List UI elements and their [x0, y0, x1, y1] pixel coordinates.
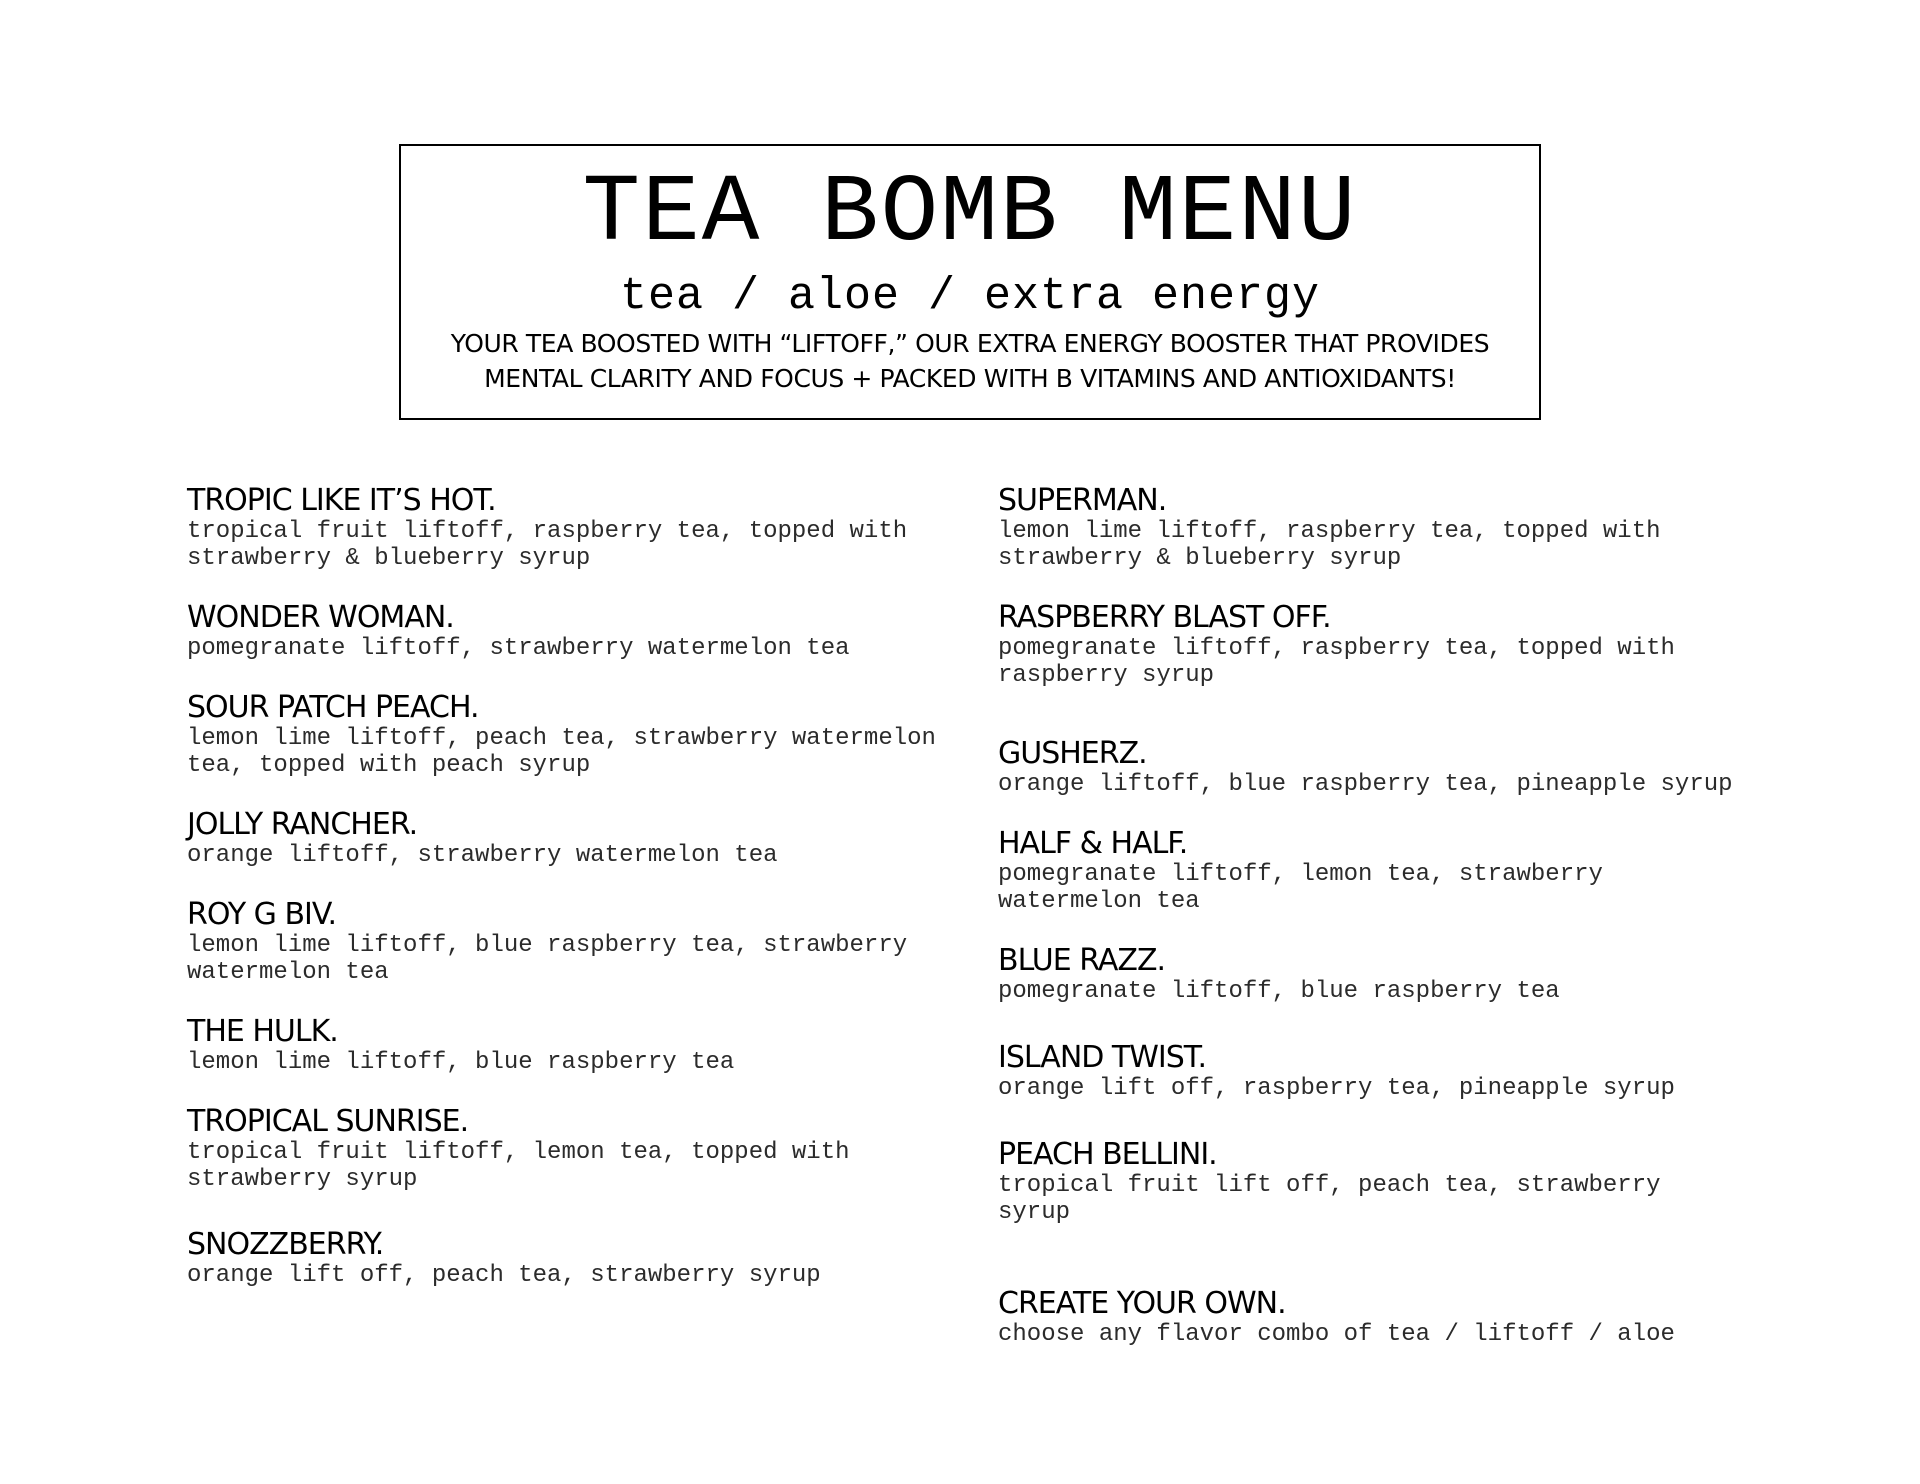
- menu-tagline: [411, 326, 1529, 396]
- item-description-line: lemon lime liftoff, blue raspberry tea: [187, 1049, 735, 1076]
- item-name: GUSHERZ.: [998, 736, 1147, 771]
- item-description-line: pomegranate liftoff, blue raspberry tea: [998, 978, 1560, 1005]
- menu-item-island-twist: [998, 1041, 1675, 1102]
- item-description: [998, 1321, 1675, 1348]
- menu-item-peach-bellini: [998, 1138, 1661, 1226]
- menu-item-jolly-rancher: [187, 808, 778, 869]
- item-description: [187, 1139, 850, 1193]
- item-name: SUPERMAN.: [998, 483, 1167, 518]
- menu-item-gusherz: [998, 737, 1733, 798]
- menu-item-superman: [998, 484, 1661, 572]
- item-description-line: pomegranate liftoff, lemon tea, strawberry: [998, 861, 1603, 888]
- item-name: SNOZZBERRY.: [187, 1227, 384, 1262]
- menu-item-blue-razz: [998, 944, 1560, 1005]
- item-description: [187, 932, 907, 986]
- item-description-line: lemon lime liftoff, blue raspberry tea, strawberry: [187, 932, 908, 959]
- item-name: TROPICAL SUNRISE.: [187, 1104, 469, 1139]
- item-name: JOLLY RANCHER.: [187, 807, 418, 842]
- item-description-line: watermelon tea: [187, 959, 389, 986]
- item-description-line: strawberry syrup: [187, 1166, 418, 1193]
- item-description-line: orange lift off, raspberry tea, pineapple syrup: [998, 1075, 1675, 1102]
- item-description-line: tropical fruit lift off, peach tea, strawberry: [998, 1172, 1661, 1199]
- item-description-line: tea, topped with peach syrup: [187, 752, 591, 779]
- item-name: HALF & HALF.: [998, 826, 1188, 861]
- item-name: RASPBERRY BLAST OFF.: [998, 600, 1331, 635]
- item-description: [998, 1075, 1675, 1102]
- item-description: [998, 635, 1675, 689]
- item-description-line: pomegranate liftoff, strawberry watermelon tea: [187, 635, 850, 662]
- item-description-line: lemon lime liftoff, peach tea, strawberry watermelon: [187, 725, 936, 752]
- item-description-line: pomegranate liftoff, raspberry tea, topped with: [998, 635, 1675, 662]
- menu-item-wonder-woman: [187, 601, 850, 662]
- menu-tagline-line-2: MENTAL CLARITY AND FOCUS + PACKED WITH B VITAMINS AND ANTIOXIDANTS!: [484, 364, 1456, 393]
- item-description: [998, 771, 1733, 798]
- item-description: [998, 518, 1661, 572]
- item-name: BLUE RAZZ.: [998, 943, 1166, 978]
- item-description: [187, 842, 778, 869]
- item-name: WONDER WOMAN.: [187, 600, 454, 635]
- menu-item-tropic-like-its-hot: [187, 484, 907, 572]
- item-name: THE HULK.: [187, 1014, 338, 1049]
- menu-item-sour-patch-peach: [187, 691, 936, 779]
- item-description-line: strawberry & blueberry syrup: [187, 545, 591, 572]
- item-description-line: lemon lime liftoff, raspberry tea, topped with: [998, 518, 1661, 545]
- item-description: [998, 861, 1603, 915]
- menu-item-half-and-half: [998, 827, 1603, 915]
- menu-item-roy-g-biv: [187, 898, 907, 986]
- item-description: [187, 1049, 734, 1076]
- item-description-line: raspberry syrup: [998, 662, 1215, 689]
- item-name: CREATE YOUR OWN.: [998, 1286, 1286, 1321]
- menu-subtitle: tea / aloe / extra energy: [619, 271, 1321, 322]
- menu-item-raspberry-blast-off: [998, 601, 1675, 689]
- item-description-line: watermelon tea: [998, 888, 1200, 915]
- item-name: PEACH BELLINI.: [998, 1137, 1217, 1172]
- menu-item-the-hulk: [187, 1015, 734, 1076]
- menu-header-box: [399, 144, 1541, 420]
- item-description: [998, 978, 1560, 1005]
- item-name: ROY G BIV.: [187, 897, 337, 932]
- item-description: [187, 635, 850, 662]
- item-description: [187, 1262, 821, 1289]
- item-description-line: tropical fruit liftoff, lemon tea, topped with: [187, 1139, 850, 1166]
- item-description-line: orange liftoff, blue raspberry tea, pineapple syrup: [998, 771, 1733, 798]
- item-description-line: orange lift off, peach tea, strawberry syrup: [187, 1262, 821, 1289]
- item-description-line: strawberry & blueberry syrup: [998, 545, 1402, 572]
- item-description-line: choose any flavor combo of tea / liftoff / aloe: [998, 1321, 1675, 1348]
- menu-title: TEA BOMB MENU: [582, 159, 1358, 268]
- item-description: [187, 725, 936, 779]
- item-description-line: syrup: [998, 1199, 1071, 1226]
- menu-item-tropical-sunrise: [187, 1105, 850, 1193]
- menu-tagline-line-1: YOUR TEA BOOSTED WITH “LIFTOFF,” OUR EXTRA ENERGY BOOSTER THAT PROVIDES: [450, 329, 1490, 358]
- menu-item-create-your-own: [998, 1287, 1675, 1348]
- item-name: SOUR PATCH PEACH.: [187, 690, 479, 725]
- item-description-line: orange liftoff, strawberry watermelon tea: [187, 842, 778, 869]
- menu-item-snozzberry: [187, 1228, 821, 1289]
- item-description-line: tropical fruit liftoff, raspberry tea, topped with: [187, 518, 908, 545]
- item-name: TROPIC LIKE IT’S HOT.: [187, 483, 496, 518]
- item-description: [998, 1172, 1661, 1226]
- item-description: [187, 518, 907, 572]
- item-name: ISLAND TWIST.: [998, 1040, 1207, 1075]
